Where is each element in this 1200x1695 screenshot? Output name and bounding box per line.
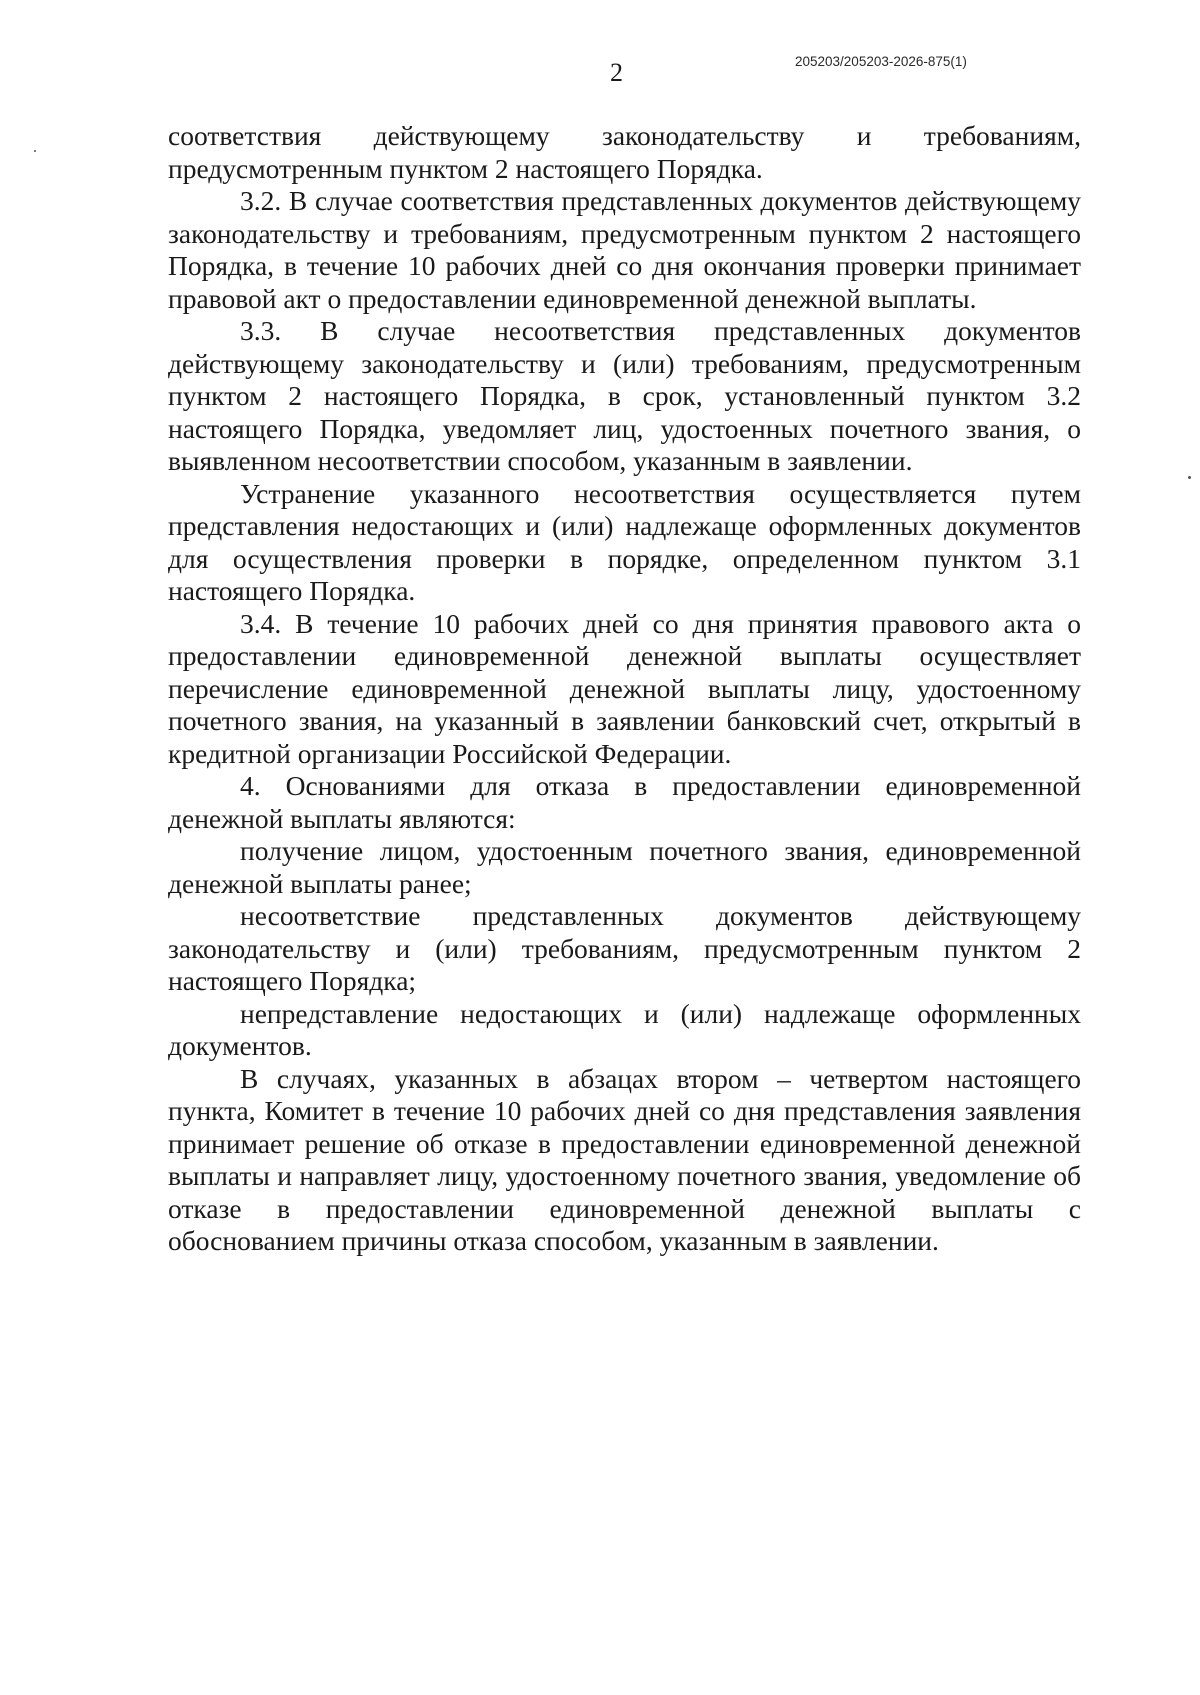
paragraph-continuation: соответствия действующему законодательству и требованиям, предусмотренным пунктом 2 настоящего Порядка. [168, 120, 1081, 184]
scan-speck [1188, 476, 1191, 479]
paragraph-3-3: 3.3. В случае несоответствия представленных документов действующему законодательству и (или) требованиям, предусмотренным пунктом 2 настоящего Порядка, в срок, установленный пунктом 3.2 настоящего Порядка, уведомляет лиц, удостоенных почетного звания, о выявленном несоответствии способом, указанным в заявлении. [168, 315, 1081, 476]
paragraph-4: 4. Основаниями для отказа в предоставлении единовременной денежной выплаты являются: [168, 770, 1081, 834]
document-id: 205203/205203-2026-875(1) [795, 54, 967, 69]
paragraph-3-4: 3.4. В течение 10 рабочих дней со дня принятия правового акта о предоставлении единовременной денежной выплаты осуществляет перечисление единовременной денежной выплаты лицу, удостоенному почетного звания, на указанный в заявлении банковский счет, открытый в кредитной организации Российской Федерации. [168, 607, 1081, 769]
document-body [168, 120, 1081, 1258]
list-item-ground-3: непредставление недостающих и (или) надлежаще оформленных документов. [168, 997, 1081, 1061]
scan-speck [34, 150, 36, 152]
list-item-ground-1: получение лицом, удостоенным почетного звания, единовременной денежной выплаты ранее; [168, 835, 1081, 899]
paragraph-3-2: 3.2. В случае соответствия представленных документов действующему законодательству и требованиям, предусмотренным пунктом 2 настоящего Порядка, в течение 10 рабочих дней со дня окончания проверки принимает правовой акт о предоставлении единовременной денежной выплаты. [168, 185, 1081, 314]
list-item-ground-2: несоответствие представленных документов действующему законодательству и (или) требованиям, предусмотренным пунктом 2 настоящего Порядка; [168, 900, 1081, 996]
paragraph-refusal: В случаях, указанных в абзацах втором – четвертом настоящего пункта, Комитет в течение 10 рабочих дней со дня представления заявления принимает решение об отказе в предоставлении единовременной денежной выплаты и направляет лицу, удостоенному почетного звания, уведомление об отказе в предоставлении единовременной денежной выплаты с обоснованием причины отказа способом, указанным в заявлении. [168, 1062, 1081, 1256]
paragraph-correction: Устранение указанного несоответствия осуществляется путем представления недостающих и (или) надлежаще оформленных документов для осуществления проверки в порядке, определенном пунктом 3.1 настоящего Порядка. [168, 477, 1081, 606]
page-number: 2 [610, 58, 623, 87]
